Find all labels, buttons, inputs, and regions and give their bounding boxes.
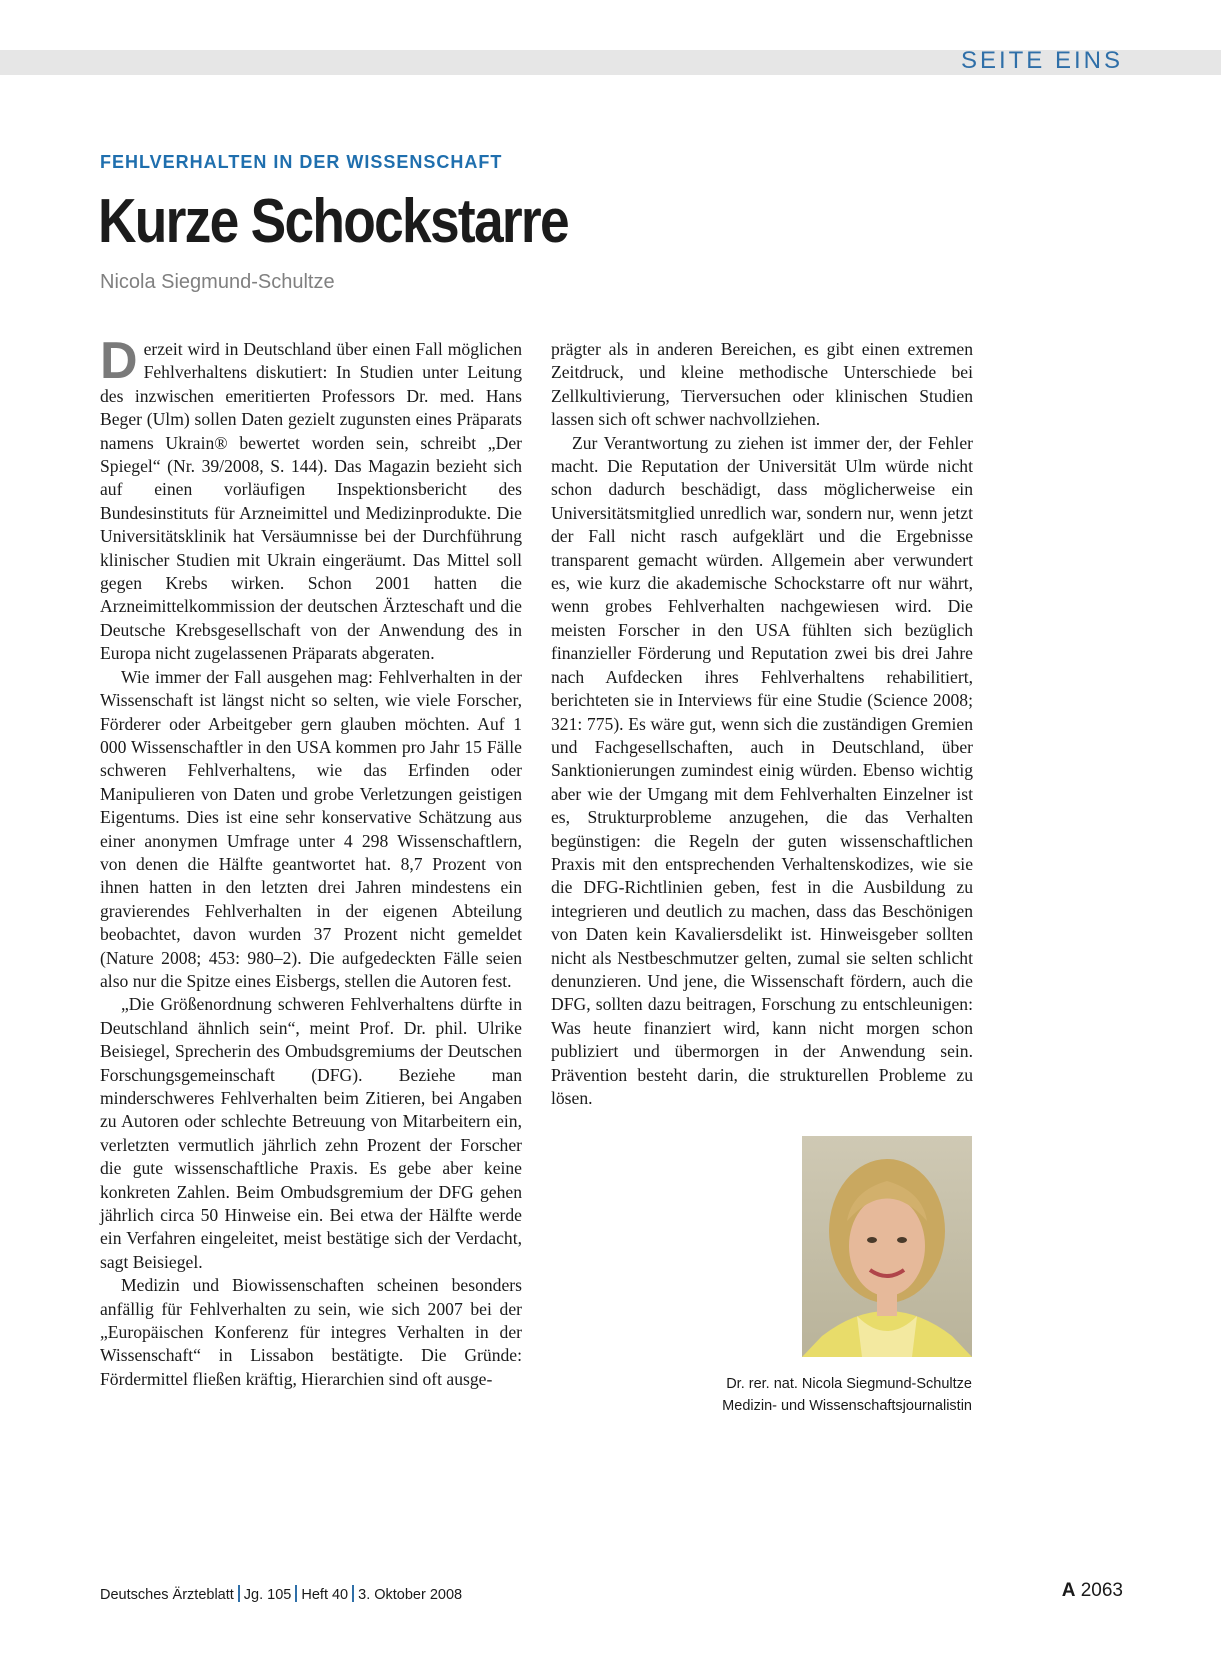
page-number-value: 2063 [1080,1580,1123,1601]
drop-cap: D [100,332,138,390]
footer-citation [100,1585,462,1603]
paragraph-3: „Die Größenordnung schweren Fehlverhaltens dürfte in Deutschland ähnlich sein“, meint Prof. Dr. phil. Ulrike Beisiegel, Sprecherin des Ombudsgremiums der Deutschen Forschungsgemeinschaft (DFG). Beziehe man minderschweres Fehlverhalten beim Zitieren, bei Angaben zu Autoren oder schlechte Betreuung von Mitarbeitern ein, verletzten vermutlich jährlich zehn Prozent der Forscher die gute wissenschaftliche Praxis. Es gebe aber keine konkreten Zahlen. Beim Ombudsgremium der DFG gehen jährlich circa 50 Hinweise ein. Bei etwa der Hälfte werde ein Verfahren eingeleitet, meist bestätige sich der Verdacht, sagt Beisiegel. [100,994,522,1272]
paragraph-5: Zur Verantwortung zu ziehen ist immer der, der Fehler macht. Die Reputation der Universität Ulm würde nicht schon dadurch beschädigt, dass möglicherweise ein Universitätsmitglied unredlich war, sondern nur, wenn jetzt der Fall nicht rasch aufgeklärt und die Ergebnisse transparent gemacht würden. Allgemein aber verwundert es, wie kurz die akademische Schockstarre oft nur währt, wenn grobes Fehlverhalten nachgewiesen wird. Die meisten Forscher in den USA fühlten sich bezüglich finanzieller Förderung und Reputation zwei bis drei Jahre nach Aufdecken ihres Fehlverhaltens rehabilitiert, berichteten sie in Interviews für eine Studie (Science 2008; 321: 775). Es wäre gut, wenn sich die zuständigen Gremien und Fachgesellschaften, auch in Deutschland, über Sanktionierungen zumindest einig würden. Ebenso wichtig aber wie der Umgang mit dem Fehlverhalten Einzelner ist es, Strukturprobleme anzugehen, die das Verhalten begünstigen: die Regeln der guten wissenschaftlichen Praxis mit den entsprechenden Verhaltenskodizes, wie sie die DFG-Richtlinien geben, fest in die Ausbildung zu integrieren und deutlich zu machen, dass das Beschönigen von Daten kein Kavaliersdelikt ist. Hinweisgeber sollten nicht als Nestbeschmutzer gelten, zumal sie selten schlicht denunzieren. Und jene, die Wissenschaft fördern, auch die DFG, sollten dazu beitragen, Forschung zu entschleunigen: Was heute finanziert wird, kann nicht morgen schon publiziert und übermorgen in der Anwendung sein. Prävention besteht darin, die strukturellen Probleme zu lösen. [551,432,973,1108]
section-label: SEITE EINS [960,47,1123,74]
footer-issue: Heft 40 [301,1587,349,1603]
paragraph-4-continued: prägter als in anderen Bereichen, es gibt einen extremen Zeitdruck, und kleine methodische Unterschiede bei Zellkultivierung, Tierversuchen oder klinischen Studien lassen sich oft schwer nachvollziehen. [551,339,973,430]
page-prefix: A [1061,1580,1076,1601]
footer-separator [352,1585,354,1602]
paragraph-1-text: erzeit wird in Deutschland über einen Fall möglichen Fehlverhaltens diskutiert: In Studien unter Leitung des inzwischen emeritierten Professors Dr. med. Hans Beger (Ulm) sollen Daten gezielt zugunsten eines Präparats namens Ukrain® bewertet worden sein, schreibt „Der Spiegel“ (Nr. 39/2008, S. 144). Das Magazin bezieht sich auf einen vorläufigen Inspektionsbericht des Bundesinstituts für Arzneimittel und Medizinprodukte. Die Universitätsklinik hat Versäumnisse bei der Durchführung klinischer Studien mit Ukrain eingeräumt. Das Mittel soll gegen Krebs wirken. Schon 2001 hatten die Arzneimittelkommission der deutschen Ärzteschaft und die Deutsche Krebsgesellschaft von der Anwendung des in Europa nicht zugelassenen Präparats abgeraten. [100,339,522,664]
paragraph-4: Medizin und Biowissenschaften scheinen besonders anfällig für Fehlverhalten zu sein, wie sich 2007 bei der „Europäischen Konferenz für integres Verhalten in der Wissenschaft“ in Lissabon bestätigte. Die Gründe: Fördermittel fließen kräftig, Hierarchien sind oft ausge- [100,1275,522,1389]
portrait-image [802,1136,972,1357]
footer-journal: Deutsches Ärzteblatt [100,1587,234,1603]
photo-caption [722,1373,972,1417]
footer-volume: Jg. 105 [243,1587,292,1603]
article-kicker: FEHLVERHALTEN IN DER WISSENSCHAFT [100,152,503,172]
caption-role: Medizin- und Wissenschaftsjournalistin [722,1398,972,1414]
text-column-right [551,338,973,1110]
article-title: Kurze Schockstarre [98,187,568,256]
author-photo [802,1136,972,1357]
paragraph-2: Wie immer der Fall ausgehen mag: Fehlverhalten in der Wissenschaft ist längst nicht so selten, wie viele Forscher, Förderer oder Arbeitgeber gern glauben möchten. Auf 1 000 Wissenschaftler in den USA kommen pro Jahr 15 Fälle schweren Fehlverhaltens, wie das Erfinden oder Manipulieren von Daten und grobe Verletzungen geistigen Eigentums. Dies ist eine sehr konservative Schätzung aus einer anonymen Umfrage unter 4 298 Wissenschaftlern, von denen die Hälfte geantwortet hat. 8,7 Prozent von ihnen hatten in den letzten drei Jahren mindestens ein gravierendes Fehlverhalten in der eigenen Abteilung beobachtet, davon wurden 37 Prozent nicht gemeldet (Nature 2008; 453: 980–2). Die aufgedeckten Fälle seien also nur die Spitze eines Eisbergs, stellen die Autoren fest. [100,666,522,991]
page-number [1062,1580,1123,1602]
caption-name: Dr. rer. nat. Nicola Siegmund-Schultze [726,1376,972,1392]
footer-date: 3. Oktober 2008 [358,1587,463,1603]
footer-separator [238,1585,240,1602]
article-author: Nicola Siegmund-Schultze [100,271,335,293]
footer-separator [295,1585,297,1602]
paragraph-1 [100,332,522,666]
text-column-left [100,332,522,1391]
